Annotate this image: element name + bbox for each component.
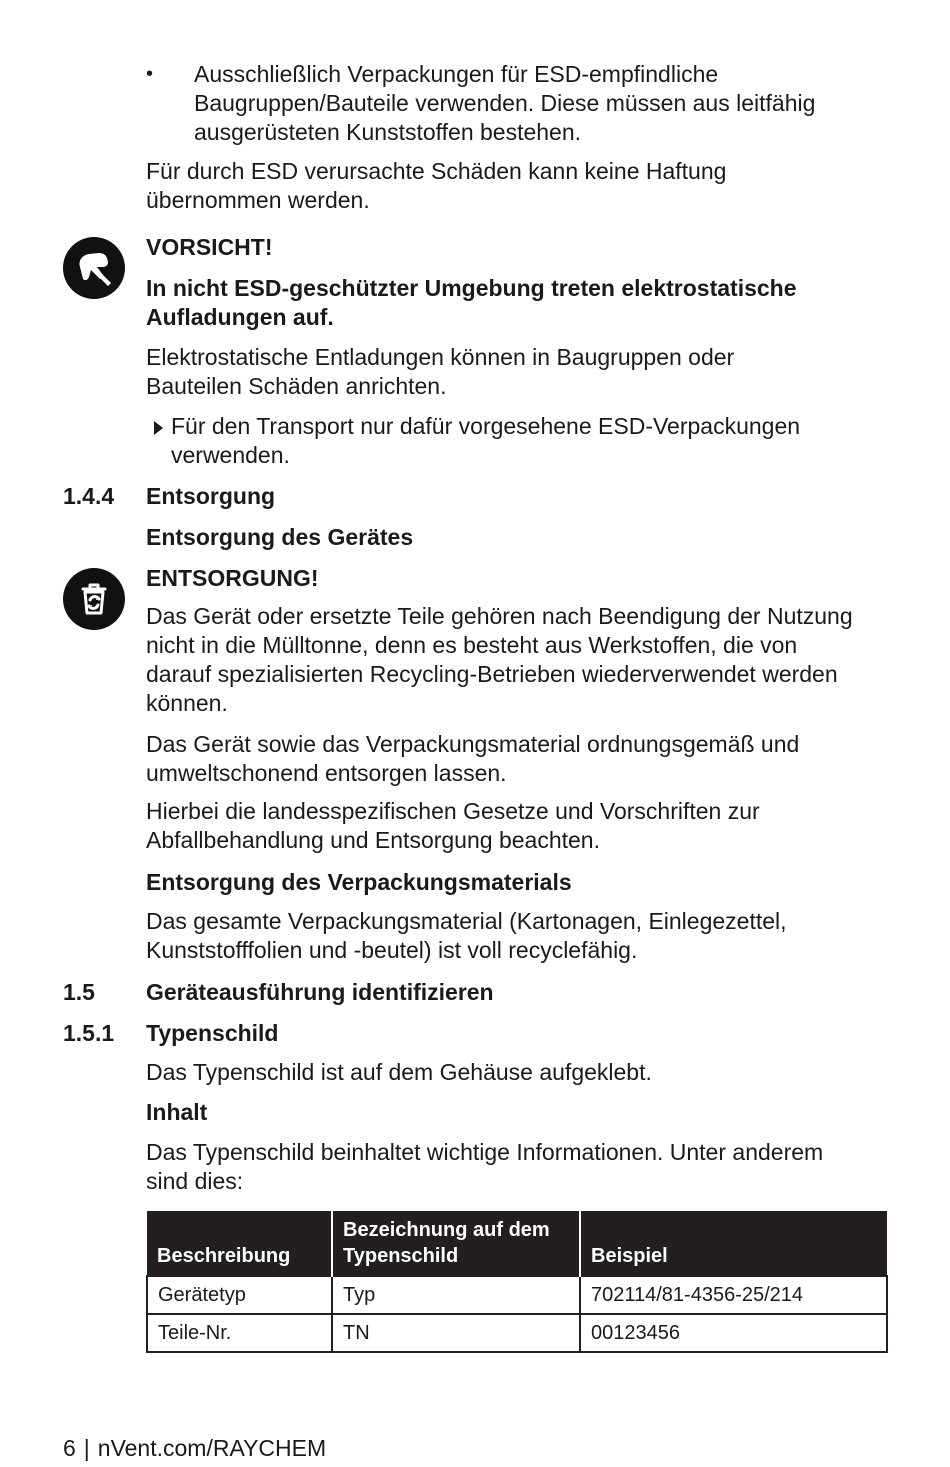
- caution-subtitle: In nicht ESD-geschützter Umgebung treten elektrostatische Aufladungen auf.: [146, 275, 797, 330]
- table-cell: 702114/81-4356-25/214: [580, 1276, 887, 1314]
- bullet-dot: •: [146, 63, 154, 85]
- nameplate-content-text: Das Typenschild beinhaltet wichtige Informationen. Unter anderem sind dies:: [146, 1139, 824, 1194]
- table-row: [147, 1314, 887, 1352]
- table-cell: Gerätetyp: [147, 1276, 332, 1314]
- table-header-cell: Beschreibung: [147, 1211, 332, 1276]
- table-cell: 00123456: [580, 1314, 887, 1352]
- section-number: 1.5.1: [63, 1020, 115, 1046]
- footer-separator: |: [83, 1435, 90, 1461]
- table-cell: Typ: [332, 1276, 580, 1314]
- footer-website: nVent.com/RAYCHEM: [97, 1435, 327, 1461]
- subheading-content: Inhalt: [146, 1099, 208, 1125]
- table-cell: Teile-Nr.: [147, 1314, 332, 1352]
- table-cell: TN: [332, 1314, 580, 1352]
- caution-title: VORSICHT!: [146, 234, 273, 260]
- section-number: 1.5: [63, 979, 95, 1005]
- nameplate-location-text: Das Typenschild ist auf dem Gehäuse aufgeklebt.: [146, 1059, 652, 1085]
- disposal-paragraph: Hierbei die landesspezifischen Gesetze und Vorschriften zur Abfallbehandlung und Entsorgung beachten.: [146, 798, 760, 853]
- bullet-text: Ausschließlich Verpackungen für ESD-empfindliche Baugruppen/Bauteile verwenden. Diese müssen aus leitfähig ausgerüsteten Kunststoffen bestehen.: [194, 61, 816, 145]
- esd-hand-icon: [63, 237, 125, 299]
- arrow-right-icon: [154, 421, 163, 435]
- page-footer: [63, 1434, 326, 1463]
- esd-liability-note: Für durch ESD verursachte Schäden kann keine Haftung übernommen werden.: [146, 158, 727, 213]
- table-header-row: [147, 1211, 887, 1276]
- caution-action-text: Für den Transport nur dafür vorgesehene ESD-Verpackungen verwenden.: [171, 413, 801, 468]
- section-title: Geräteausführung identifizieren: [146, 979, 494, 1005]
- caution-text: Elektrostatische Entladungen können in Baugruppen oder Bauteilen Schäden anrichten.: [146, 344, 735, 399]
- section-title: Entsorgung: [146, 483, 276, 509]
- subheading-device-disposal: Entsorgung des Gerätes: [146, 524, 414, 550]
- table-header-cell: Beispiel: [580, 1211, 887, 1276]
- section-title: Typenschild: [146, 1020, 279, 1046]
- nameplate-table: [146, 1211, 888, 1353]
- subheading-packaging-disposal: Entsorgung des Verpackungsmaterials: [146, 869, 572, 895]
- table-header-cell: Bezeichnung auf dem Typenschild: [332, 1211, 580, 1276]
- section-number: 1.4.4: [63, 483, 115, 509]
- page-number: 6: [63, 1435, 76, 1461]
- disposal-notice-title: ENTSORGUNG!: [146, 565, 319, 591]
- packaging-paragraph: Das gesamte Verpackungsmaterial (Kartonagen, Einlegezettel, Kunststofffolien und -beutel) ist voll recyclefähig.: [146, 908, 787, 963]
- disposal-notice-text: Das Gerät oder ersetzte Teile gehören nach Beendigung der Nutzung nicht in die Mülltonne, denn es besteht aus Werkstoffen, die von darauf spezialisierten Recycling-Betrieben wiederverwendet werden können.: [146, 603, 853, 716]
- disposal-paragraph: Das Gerät sowie das Verpackungsmaterial ordnungsgemäß und umweltschonend entsorgen lassen.: [146, 731, 800, 786]
- table-row: [147, 1276, 887, 1314]
- recycle-bin-icon: [63, 568, 125, 630]
